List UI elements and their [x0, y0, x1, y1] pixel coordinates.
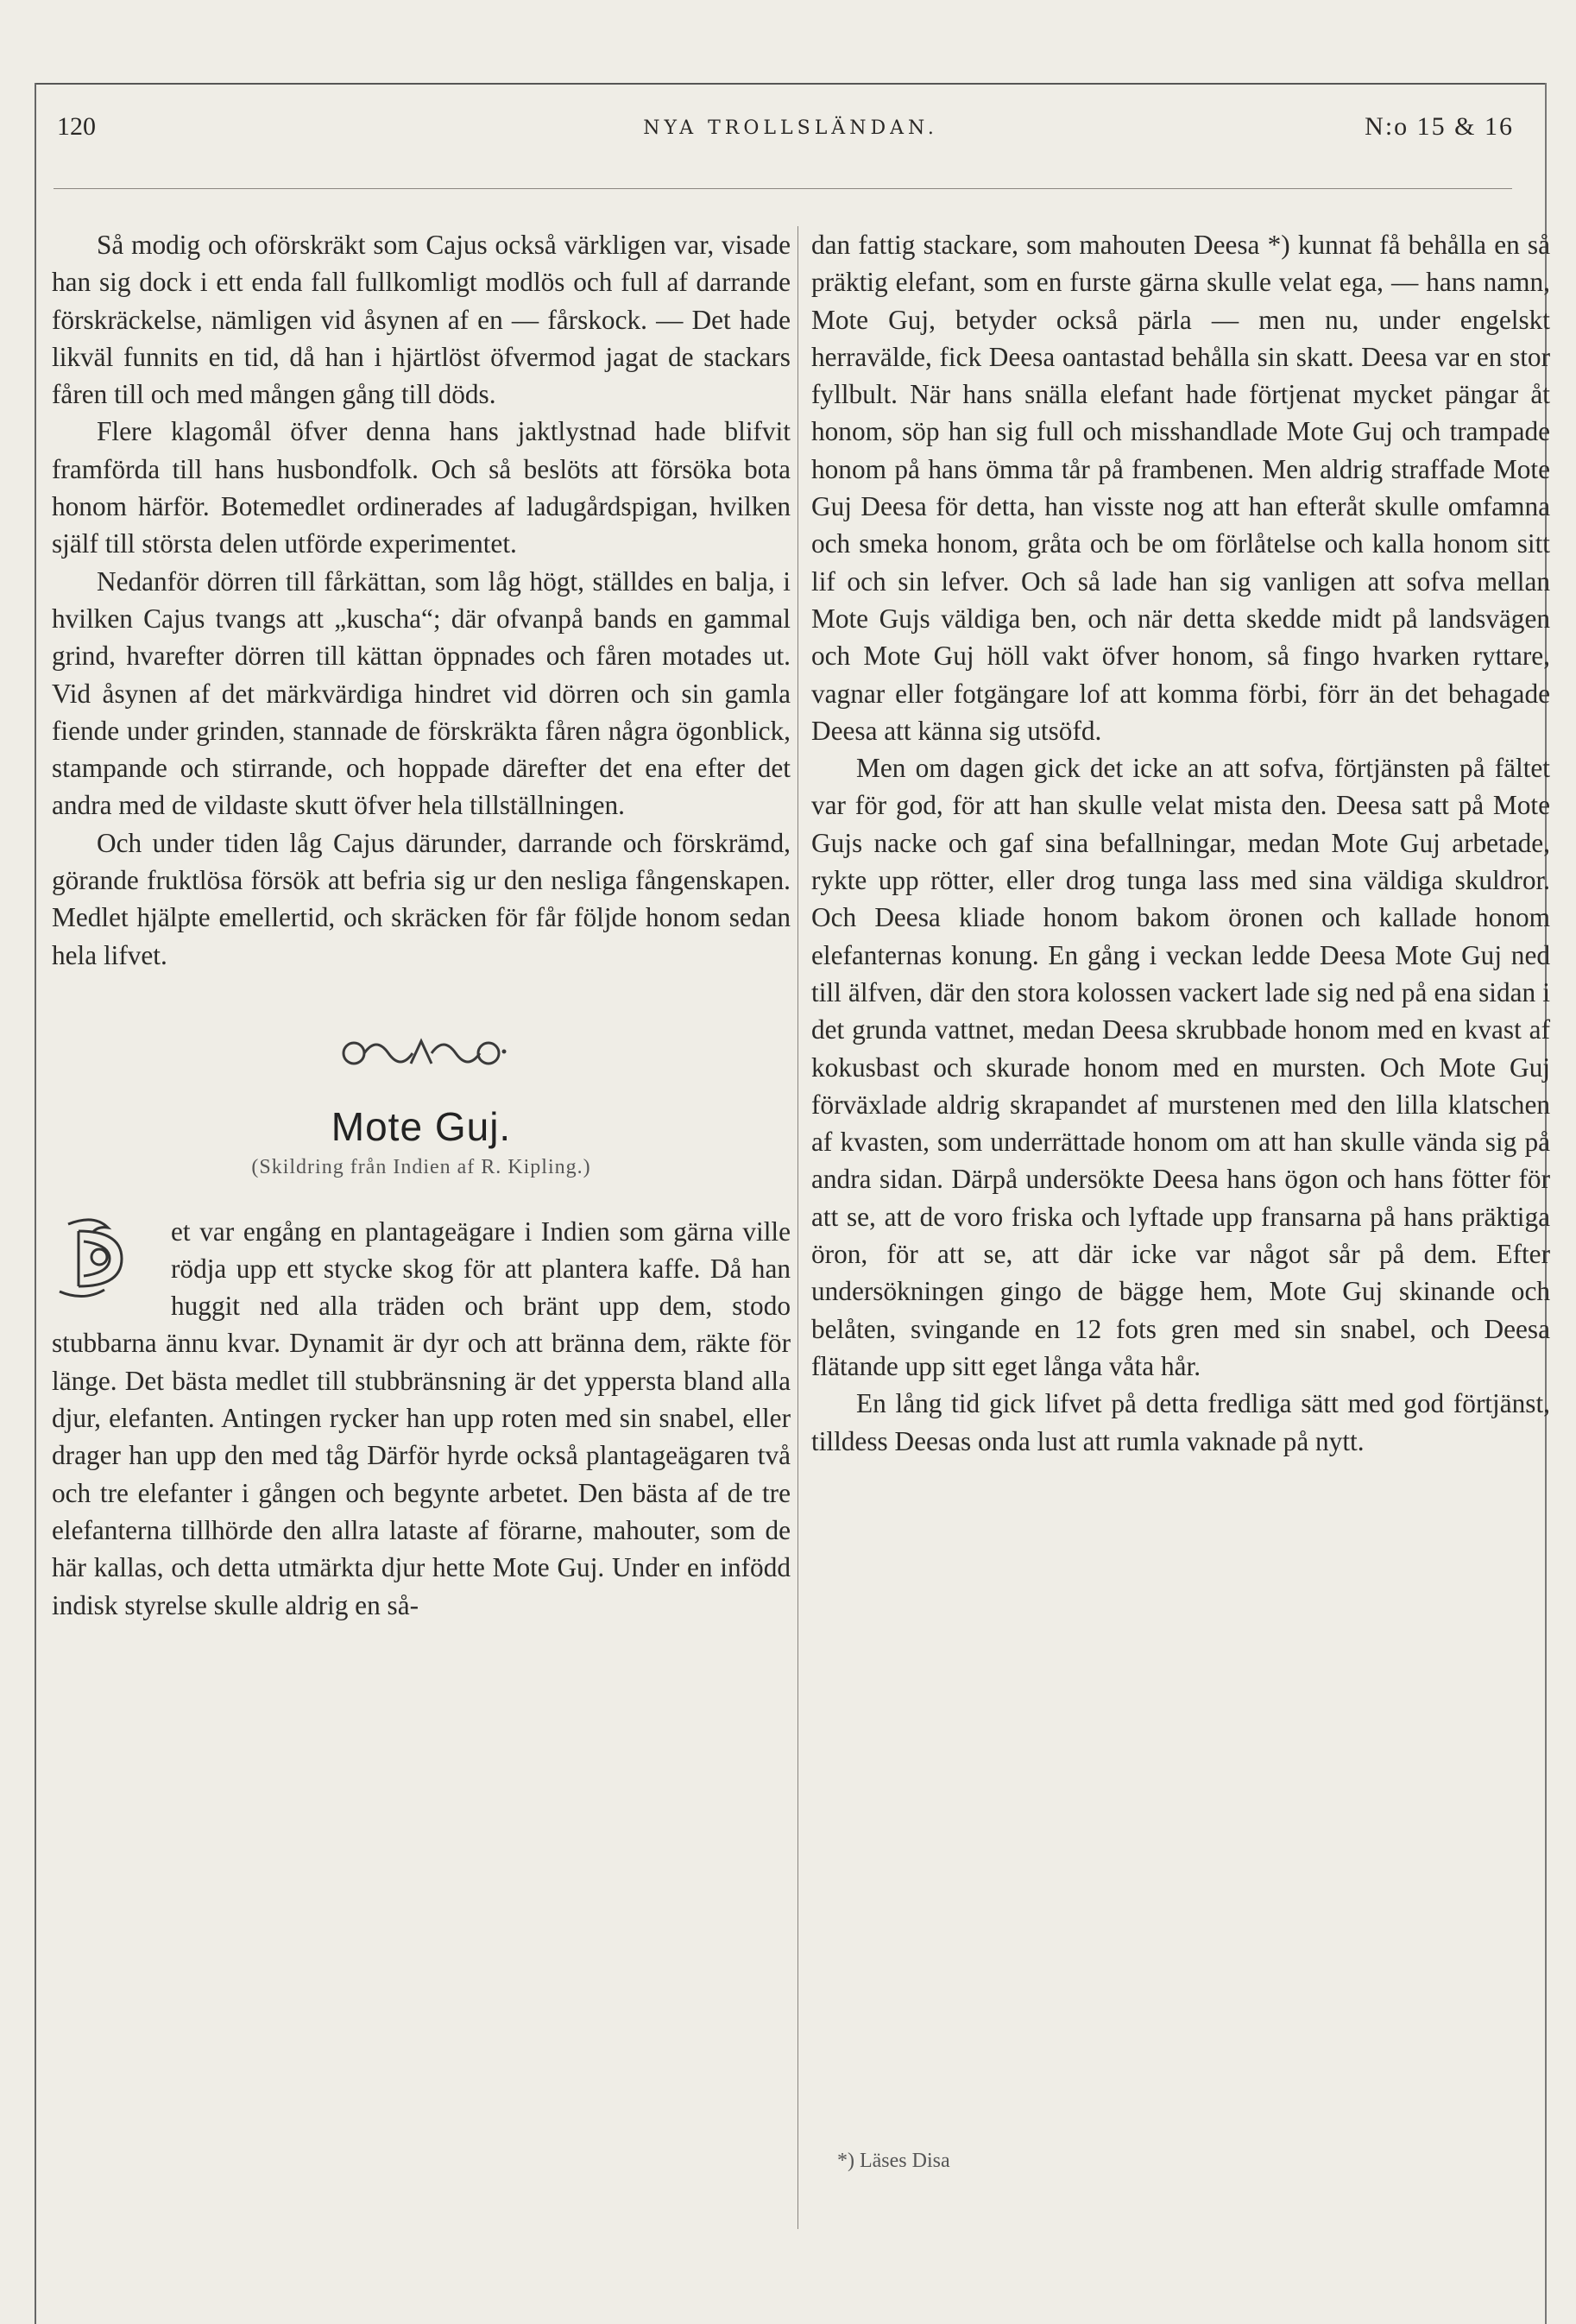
page-number: 120 — [57, 112, 96, 141]
frame-top-border — [35, 83, 1547, 85]
issue-number: N:o 15 & 16 — [1365, 112, 1514, 141]
left-column — [52, 226, 791, 1624]
vignette-ornament-icon — [335, 1029, 507, 1077]
paragraph: Men om dagen gick det icke an att sofva, förtjänsten på fältet var för god, för att han skulle velat mista den. Deesa satt på Mote Gujs nacke och gaf sina befallningar, medan Mote Guj arbetade, rykte upp rötter, eller drog tunga lass med sina väldiga skuldror. Och Deesa kliade honom bakom öronen och kallade honom elefanternas konung. En gång i veckan ledde Deesa Mote Guj ned till älfven, där den stora kolossen vackert lade sig ned på ena sidan i det grunda vattnet, medan Deesa skrubbade honom med en kvast af kokusbast och skurade honom med en mursten. Och Mote Guj förväxlade aldrig skrapandet af murstenen med den lilla klatschen af kvasten, som underrättade honom om att han skulle vända sig på andra sidan. Därpå undersökte Deesa hans ögon och hans fötter för att se, att de voro friska och lyftade upp fransarna på hans präktiga öron, för att se, att där icke var något sår på dem. Efter undersökningen gingo de bägge hem, Mote Guj skinande och belåten, svingande en 12 fots gren med sin snabel, och Deesa flätande upp sitt eget långa våta hår. — [811, 753, 1550, 1381]
story-subtitle: (Skildring från Indien af R. Kipling.) — [251, 1156, 591, 1179]
paragraph: dan fattig stackare, som mahouten Deesa *) kunnat få behålla en så präktig elefant, som en furste gärna skulle velat ega, — hans namn, Mote Guj, betyder också pärla — men nu, under engelskt herravälde, fick Deesa oantastad behålla sin skatt. Deesa var en stor fyllbult. När hans snälla elefant hade förtjenat mycket pängar åt honom, söp han sig full och misshandlade Mote Guj och trampade honom på hans ömma tår på frambenen. Men aldrig straffade Mote Guj Deesa för detta, han visste nog att han efteråt skulle omfamna och smeka honom, gråta och be om förlåtelse och kalla honom sitt lif och sin lefver. Och så lade han sig vanligen att sofva mellan Mote Gujs väldiga ben, och när detta skedde midt på landsvägen och Mote Guj höll vakt öfver honom, så fingo hvarken ryttare, vagnar eller fotgängare lof att komma förbi, förr än det behagade Deesa att känna sig utsöfd. — [811, 230, 1550, 746]
ornamental-dropcap-icon — [53, 1216, 161, 1302]
journal-title: NYA TROLLSLÄNDAN. — [643, 117, 938, 139]
paragraph: Nedanför dörren till fårkättan, som låg högt, ställdes en balja, i hvilken Cajus tvangs att „kuscha“; där ofvanpå bands en gammal grind, hvarefter dörren till kättan öppnades och fåren motades ut. Vid åsynen af det märkvärdiga hindret vid dörren och sin gamla fiende under grinden, stannade de förskräkta fåren några ögonblick, stampande och stirrande, och hoppade därefter det ena efter det andra med de vildaste skutt öfver hela tillställningen. — [52, 565, 791, 821]
page-header — [36, 112, 1545, 155]
right-column — [811, 226, 1550, 1460]
header-rule — [54, 188, 1512, 189]
frame-left-border — [35, 83, 36, 2324]
ornament-icon — [52, 1029, 791, 1079]
paragraph: Flere klagomål öfver denna hans jaktlystnad hade blifvit framförda till hans husbondfolk. Och så beslöts att försöka bota honom härför. Botemedlet ordinerades af ladugårdspigan, hvilken själf till största delen utförde experimentet. — [52, 416, 791, 559]
paragraph: Så modig och oförskräkt som Cajus också värkligen var, visade han sig dock i ett enda fall fullkomligt modlös och full af darrande förskräckelse, nämligen vid åsynen af en — fårskock. — Det hade likväl funnits en tid, då han i hjärtlöst öfvermod jagat de stackars fåren till och med mången gång till döds. — [52, 230, 791, 410]
column-divider — [797, 226, 798, 2229]
story-opening — [52, 1213, 791, 1624]
footnote: *) Läses Disa — [837, 2150, 950, 2172]
dropcap-d-icon — [52, 1215, 162, 1303]
paragraph: Och under tiden låg Cajus därunder, darrande och förskrämd, görande fruktlösa försök att befria sig ur den nesliga fångenskapen. Medlet hjälpte emellertid, och skräcken för får följde honom sedan hela lifvet. — [52, 827, 791, 970]
paragraph: En lång tid gick lifvet på detta fredliga sätt med god förtjänst, tilldess Deesas onda lust att rumla vaknade på nytt. — [811, 1388, 1550, 1456]
story-first-paragraph: et var engång en plantageägare i Indien som gärna ville rödja upp ett stycke skog för att plantera kaffe. Då han huggit ned alla träden och bränt upp dem, stodo stubbarna ännu kvar. Dynamit är dyr och att bränna dem, räkte för länge. Det bästa medlet till stubbränsning är det yppersta bland alla djur, elefanten. Antingen rycker han upp roten med sin snabel, eller drager han upp den med tåg Därför hyrde också plantageägaren två och tre elefanter i gången och begynte arbetet. Den bästa af de tre elefanterna tillhörde den allra lataste af förarne, mahouter, som de här kallas, och detta utmärkta djur hette Mote Guj. Under en infödd indisk styrelse skulle aldrig en så- — [52, 1216, 791, 1620]
story-title: Mote Guj. — [331, 1103, 512, 1149]
